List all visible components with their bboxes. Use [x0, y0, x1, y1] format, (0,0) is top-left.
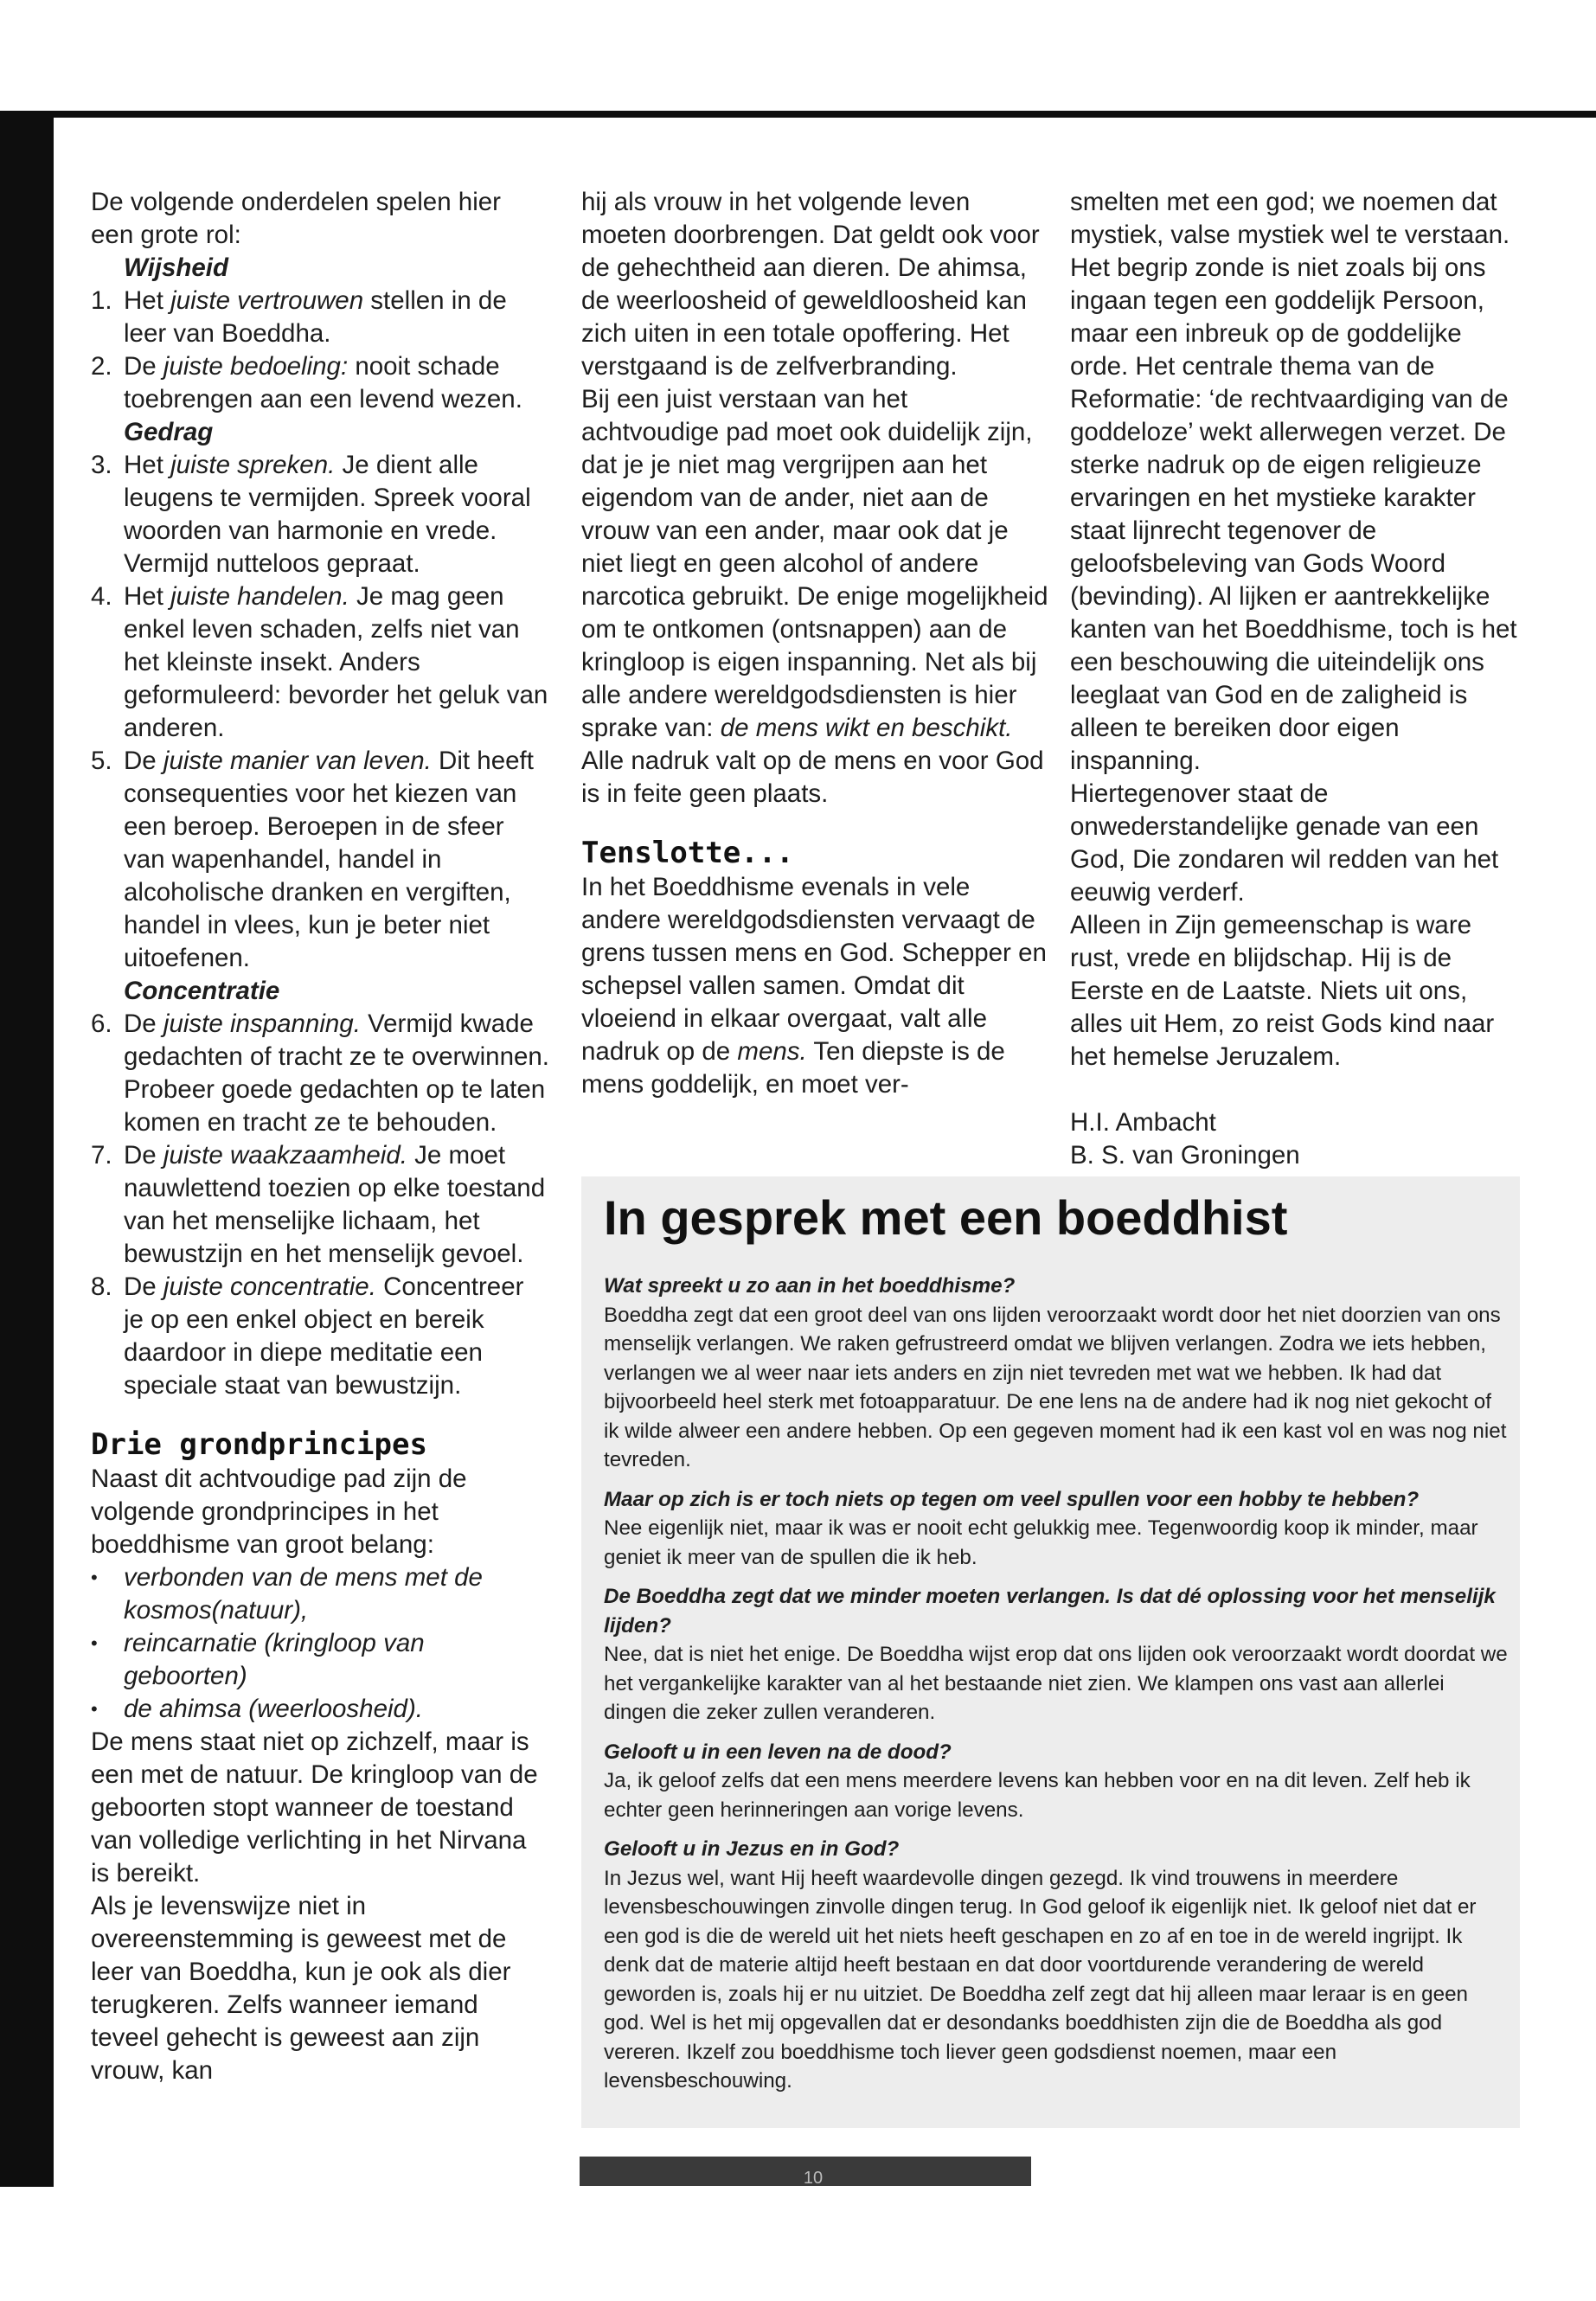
list-item: 1. Het juiste vertrouwen stellen in de leer van Boeddha. [91, 286, 507, 348]
list-item: • verbonden van de mens met de kosmos(natuur), [91, 1563, 483, 1625]
eightfold-path-list-a [91, 285, 549, 416]
paragraph-genade: Hiertegenover staat de onwederstandelijke genade van een God, Die zondaren wil redden van het eeuwig verderf. [1070, 779, 1499, 907]
list-item: • reincarnatie (kringloop van geboorten) [91, 1629, 425, 1690]
author-name: H.I. Ambacht [1070, 1108, 1216, 1137]
list-item: • de ahimsa (weerloosheid). [91, 1693, 549, 1726]
interview-answer: Nee eigenlijk niet, maar ik was er nooit echt gelukkig mee. Tegenwoordig koop ik minder, maar geniet ik meer van de spullen die ik heb. [604, 1516, 1478, 1569]
list-item: 6. De juiste inspanning. Vermijd kwade gedachten of tracht ze te overwinnen. Probeer goede gedachten op te laten komen en tracht ze te behouden. [91, 1009, 549, 1137]
interview-question: De Boeddha zegt dat we minder moeten verlangen. Is dat dé oplossing voor het menselijk lijden? [604, 1585, 1496, 1638]
list-item: 8. De juiste concentratie. Concentreer je op een enkel object en bereik daardoor in diepe meditatie een speciale staat van bewustzijn. [91, 1272, 524, 1400]
column-3 [1070, 186, 1527, 1172]
heading-tenslotte: Tenslotte... [581, 836, 794, 870]
author-name: B. S. van Groningen [1070, 1141, 1300, 1170]
page-bottom-margin [0, 2187, 1596, 2301]
heading-drie-grondprincipes: Drie grondprincipes [91, 1427, 427, 1462]
paragraph-achtvoudige-pad: Bij een juist verstaan van het achtvoudige pad moet ook duidelijk zijn, dat je je niet mag vergrijpen aan het eigendom van de ander, niet aan de vrouw van een ander, maar ook dat je niet liegt en geen alcohol of andere narcotica gebruikt. De enige mogelijkheid om te ontkomen (ontsnappen) aan de kringloop is eigen inspanning. Net als bij alle andere wereldgodsdiensten is hier sprake van: de mens wikt en beschikt. Alle nadruk valt op de mens en voor God is in feite geen plaats. [581, 385, 1048, 808]
column-1 [91, 186, 549, 2087]
list-item: 4. Het juiste handelen. Je mag geen enkel leven schaden, zelfs niet van het kleinste insekt. Anders geformuleerd: bevorder het geluk van anderen. [91, 582, 548, 742]
subheading-wijsheid: Wijsheid [124, 253, 229, 282]
eightfold-path-list-c [91, 1008, 549, 1402]
subheading-concentratie: Concentratie [124, 977, 280, 1005]
principles-list [91, 1561, 549, 1726]
subheading-gedrag: Gedrag [124, 418, 214, 446]
interview-answer: Nee, dat is niet het enige. De Boeddha wijst erop dat ons lijden ook veroorzaakt wordt doordat we het vergankelijke karakter van al het bestaande niet zien. We klampen ons vast aan allerlei dingen die zeker zullen veranderen. [604, 1643, 1508, 1724]
column-2 [581, 186, 1048, 1101]
paragraph-continued: hij als vrouw in het volgende leven moeten doorbrengen. Dat geldt ook voor de gehechtheid aan dieren. De ahimsa, de weerloosheid of geweldloosheid kan zich uiten in een totale opoffering. Het verstgaand is de zelfverbranding. [581, 188, 1040, 381]
interview-question: Wat spreekt u zo aan in het boeddhisme? [604, 1274, 1016, 1298]
list-item: 7. De juiste waakzaamheid. Je moet nauwlettend toezien op elke toestand van het menselijke lichaam, het bewustzijn en het menselijk gevoel. [91, 1141, 546, 1268]
paragraph-gemeenschap: Alleen in Zijn gemeenschap is ware rust, vrede en blijdschap. Hij is de Eerste en de Laatste. Niets uit ons, alles uit Hem, zo reist Gods kind naar het hemelse Jeruzalem. [1070, 911, 1495, 1071]
interview-title: In gesprek met een boeddhist [604, 1190, 1288, 1245]
interview-question: Gelooft u in een leven na de dood? [604, 1740, 952, 1764]
interview-question: Maar op zich is er toch niets op tegen om veel spullen voor een hobby te hebben? [604, 1487, 1420, 1511]
left-black-margin [0, 111, 54, 2187]
intro-text: De volgende onderdelen spelen hier een grote rol: [91, 188, 501, 249]
interview-answer: In Jezus wel, want Hij heeft waardevolle dingen gezegd. Ik vind trouwens in meerdere levensbeschouwingen zinvolle dingen terug. In God geloof ik eigenlijk niet. Ik geloof niet dat er een god is die de wereld uit het niets heeft geschapen en zo af en toe in de wereld ingrijpt. Ik denk dat de materie altijd heeft bestaan en dat door voortdurende verandering de wereld geworden is, zoals hij er nu uitziet. De Boeddha zelf zegt dat hij alleen maar leraar is en geen god. Wel is het mij opgevallen dat er desondanks boeddhisten zijn die de Boeddha als god vereren. Ikzelf zou boeddhisme toch liever geen godsdienst noemen, maar een levensbeschouwing. [604, 1866, 1477, 2093]
top-rule [0, 111, 1596, 118]
list-item: 2. De juiste bedoeling: nooit schade toebrengen aan een levend wezen. [91, 352, 522, 413]
interview-answer: Boeddha zegt dat een groot deel van ons lijden veroorzaakt wordt door het niet doorzien van ons menselijk verlangen. We raken gefrustreerd omdat we blijven verlangen. Zodra we iets hebben, verlangen we al weer naar iets anders en zijn niet tevreden met wat we hebben. Ik had dat bijvoorbeeld heel sterk met fotoapparatuur. De ene lens na de andere had ik nog niet gekocht of ik wilde alweer een andere hebben. Op een gegeven moment had ik een kast vol en was nog niet tevreden. [604, 1303, 1507, 1471]
interview-answer: Ja, ik geloof zelfs dat een mens meerdere levens kan hebben voor en na dit leven. Zelf heb ik echter geen herinneringen aan vorige levens. [604, 1769, 1471, 1822]
bullet-icon: • [91, 1632, 98, 1654]
list-item: 5. De juiste manier van leven. Dit heeft consequenties voor het kiezen van een beroep. Beroepen in de sfeer van wapenhandel, handel in alcoholische dranken en vergiften, handel in vlees, kun je beter niet uitoefenen. [91, 747, 534, 972]
eightfold-path-list-b [91, 449, 549, 975]
drie-intro-text: Naast dit achtvoudige pad zijn de volgende grondprincipes in het boeddhisme van groot belang: [91, 1465, 467, 1559]
paragraph-tenslotte: In het Boeddhisme evenals in vele andere wereldgodsdiensten vervaagt de grens tussen mens en God. Schepper en schepsel vallen samen. Omdat dit vloeiend in elkaar overgaat, valt alle nadruk op de mens. Ten diepste is de mens goddelijk, en moet ver- [581, 873, 1047, 1099]
interview-box [581, 1176, 1520, 2128]
interview-qa [604, 1272, 1508, 2096]
bullet-icon: • [91, 1567, 98, 1588]
paragraph-levenswijze: Als je levenswijze niet in overeenstemming is geweest met de leer van Boeddha, kun je ook als dier terugkeren. Zelfs wanneer iemand teveel gehecht is geweest aan zijn vrouw, kan [91, 1892, 511, 2085]
page-number: 10 [803, 2170, 824, 2187]
paragraph-mens: De mens staat niet op zichzelf, maar is een met de natuur. De kringloop van de geboorten stopt wanneer de toestand van volledige verlichting in het Nirvana is bereikt. [91, 1727, 538, 1888]
paragraph-continued: smelten met een god; we noemen dat mystiek, valse mystiek wel te verstaan. Het begrip zonde is niet zoals bij ons ingaan tegen een goddelijk Persoon, maar een inbreuk op de goddelijke orde. Het centrale thema van de Reformatie: ‘de rechtvaardiging van de goddeloze’ wekt allerwegen verzet. De sterke nadruk op de eigen religieuze ervaringen en het mystieke karakter staat lijnrecht tegenover de geloofsbeleving van Gods Woord (bevinding). Al lijken er aantrekkelijke kanten van het Boeddhisme, toch is het een beschouwing die uiteindelijk ons leeglaat van God en de zaligheid is alleen te bereiken door eigen inspanning. [1070, 188, 1517, 775]
bullet-icon: • [91, 1698, 98, 1720]
list-item: 3. Het juiste spreken. Je dient alle leugens te vermijden. Spreek vooral woorden van harmonie en vrede. Vermijd nutteloos gepraat. [91, 451, 531, 578]
interview-question: Gelooft u in Jezus en in God? [604, 1837, 900, 1861]
